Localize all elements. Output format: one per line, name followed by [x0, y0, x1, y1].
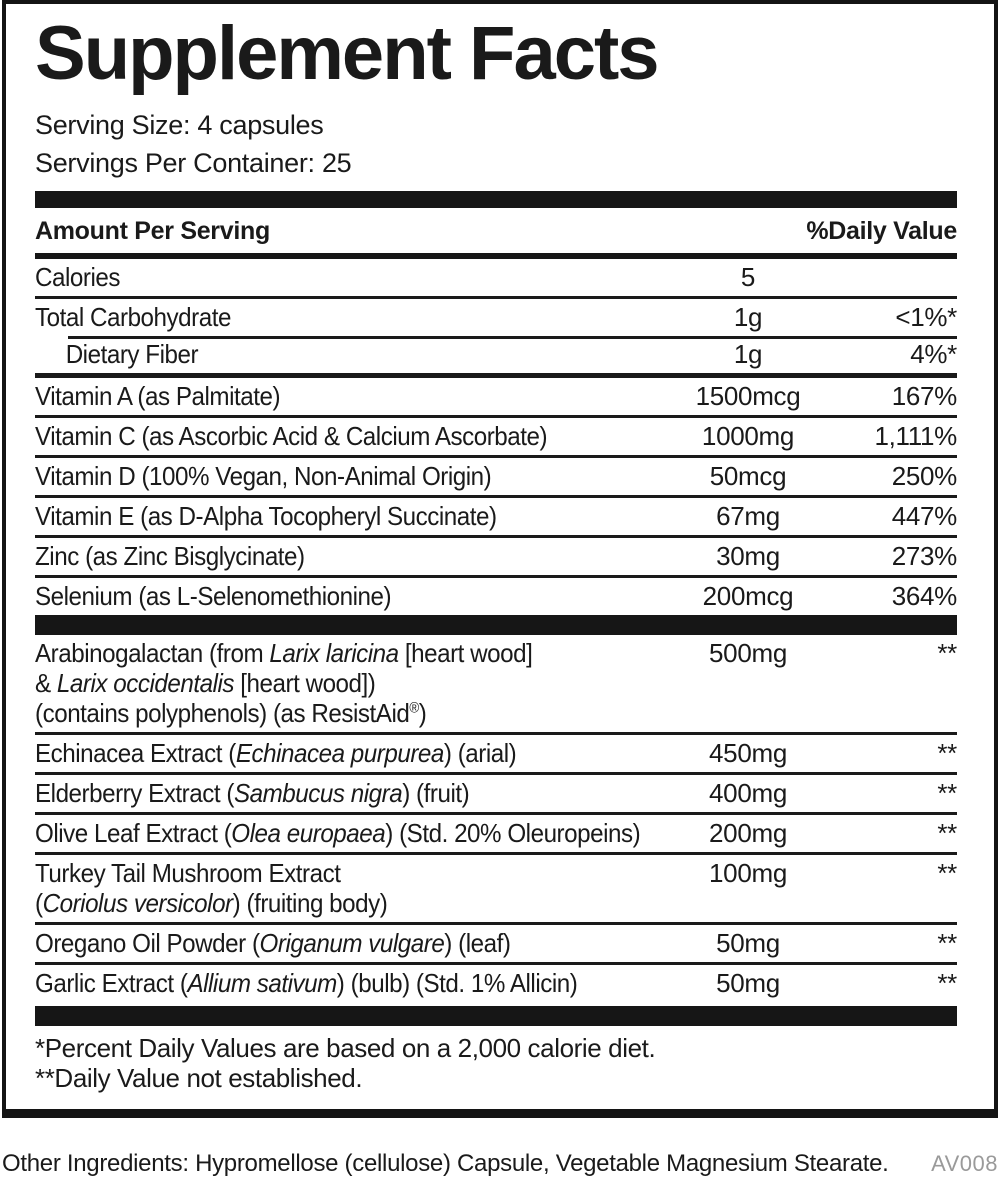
daily-value-header: %Daily Value [806, 217, 957, 245]
ingredient-name: Garlic Extract (Allium sativum) (bulb) (Std. 1% Allicin) [35, 968, 578, 998]
amount-value: 450mg [709, 738, 787, 768]
servings-per-container: Servings Per Container: 25 [35, 148, 352, 178]
daily-value: 250% [891, 461, 957, 491]
ingredient-name: Vitamin C (as Ascorbic Acid & Calcium Ascorbate) [35, 421, 548, 451]
other-ingredients-text: Other Ingredients: Hypromellose (cellulose) Capsule, Vegetable Magnesium Stearate. [2, 1150, 889, 1177]
amount-value: 67mg [716, 501, 780, 531]
table-row [35, 732, 957, 772]
nutrients-section [35, 259, 957, 615]
ingredient-name: Olive Leaf Extract (Olea europaea) (Std. 20% Oleuropeins) [35, 818, 641, 848]
daily-value: 1,111% [874, 421, 957, 451]
table-row [35, 852, 957, 922]
divider-bar-middle [35, 615, 957, 635]
ingredient-name: Dietary Fiber [65, 339, 199, 369]
daily-value: 167% [891, 381, 957, 411]
ingredient-name: Elderberry Extract (Sambucus nigra) (fruit) [35, 778, 470, 808]
ingredient-name: Vitamin A (as Palmitate) [35, 381, 281, 411]
amount-value: 30mg [716, 541, 780, 571]
amount-value: 1000mg [701, 421, 795, 451]
daily-value: ** [937, 778, 957, 808]
table-row [35, 635, 957, 732]
table-row [35, 812, 957, 852]
table-header-row [35, 208, 957, 253]
ingredient-name: Total Carbohydrate [35, 302, 231, 332]
ingredient-name: Oregano Oil Powder (Origanum vulgare) (leaf) [35, 928, 511, 958]
table-row [35, 415, 957, 455]
divider-bar-top [35, 191, 957, 208]
botanicals-section [35, 635, 957, 1002]
label-title: Supplement Facts [35, 11, 658, 96]
ingredient-name: Arabinogalactan (from Larix laricina [heart wood] & Larix occidentalis [heart wood]) (contains polyphenols) (as ResistAid®) [35, 638, 533, 728]
daily-value: <1%* [895, 302, 957, 332]
ingredient-name: Selenium (as L-Selenomethionine) [35, 581, 392, 611]
table-row [35, 922, 957, 962]
table-row [35, 296, 957, 336]
amount-value: 50mcg [709, 461, 787, 491]
amount-per-serving-header: Amount Per Serving [35, 217, 270, 245]
ingredient-name: Calories [35, 262, 120, 292]
ingredient-name: Vitamin E (as D-Alpha Tocopheryl Succinate) [35, 501, 497, 531]
daily-value: ** [937, 928, 957, 958]
daily-value: 273% [891, 541, 957, 571]
amount-value: 1g [733, 302, 763, 332]
amount-value: 1500mcg [695, 381, 801, 411]
amount-value: 1g [733, 339, 763, 369]
daily-value: 447% [891, 501, 957, 531]
label-box [2, 0, 998, 1118]
amount-value: 5 [740, 262, 756, 292]
daily-value: ** [937, 638, 957, 668]
footnote-percent-daily-values: *Percent Daily Values are based on a 2,000 calorie diet. [35, 1033, 656, 1063]
amount-value: 100mg [709, 858, 787, 888]
serving-size: Serving Size: 4 capsules [35, 110, 324, 140]
table-row [35, 373, 957, 415]
table-row [35, 336, 957, 373]
footnote-dv-not-established: **Daily Value not established. [35, 1063, 363, 1093]
product-code: AV008 [931, 1151, 998, 1176]
table-row [35, 575, 957, 615]
daily-value: ** [937, 818, 957, 848]
amount-value: 500mg [709, 638, 787, 668]
daily-value: 364% [891, 581, 957, 611]
daily-value: ** [937, 968, 957, 998]
amount-value: 50mg [716, 968, 780, 998]
table-row [35, 495, 957, 535]
daily-value: 4%* [910, 339, 957, 369]
ingredient-name: Turkey Tail Mushroom Extract (Coriolus versicolor) (fruiting body) [35, 858, 388, 918]
other-ingredients-row [2, 1150, 998, 1178]
ingredient-name: Echinacea Extract (Echinacea purpurea) (arial) [35, 738, 517, 768]
table-row [35, 535, 957, 575]
ingredient-name: Zinc (as Zinc Bisglycinate) [35, 541, 305, 571]
table-row [35, 772, 957, 812]
ingredient-name: Vitamin D (100% Vegan, Non-Animal Origin) [35, 461, 492, 491]
table-row [35, 455, 957, 495]
amount-value: 50mg [716, 928, 780, 958]
daily-value: ** [937, 738, 957, 768]
table-row [35, 259, 957, 296]
footnotes [35, 1026, 957, 1093]
amount-value: 200mcg [702, 581, 794, 611]
table-row [35, 962, 957, 1002]
amount-value: 400mg [709, 778, 787, 808]
amount-value: 200mg [709, 818, 787, 848]
divider-bar-bottom [35, 1006, 957, 1026]
daily-value: ** [937, 858, 957, 888]
